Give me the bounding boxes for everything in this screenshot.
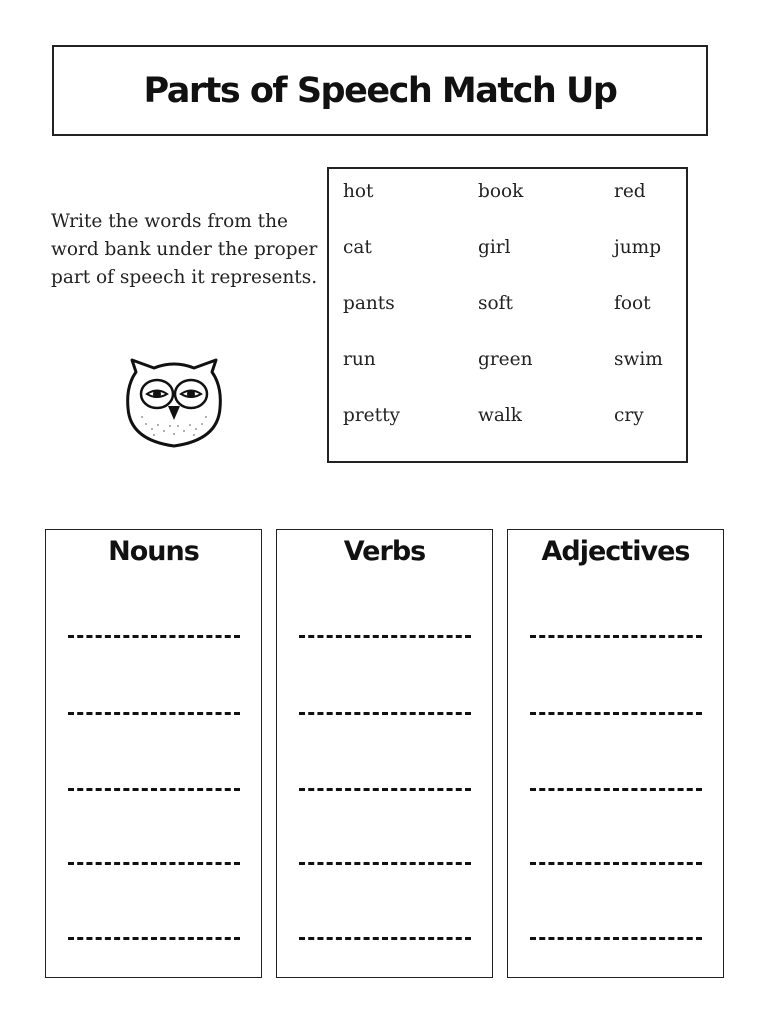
word-bank-item: red [614,181,646,202]
answer-blank[interactable] [299,788,471,791]
answer-blank[interactable] [68,712,240,715]
word-bank [327,167,688,463]
owl-icon [124,354,224,450]
column-heading: Nouns [108,536,199,567]
word-bank-item: green [478,349,533,370]
answer-blank[interactable] [530,788,702,791]
word-bank-item: cry [614,405,644,426]
answer-blank[interactable] [68,788,240,791]
word-bank-item: pretty [343,405,400,426]
instructions-text: Write the words from the word bank under the proper part of speech it represents. [51,211,318,288]
word-bank-item: soft [478,293,513,314]
column-nouns [45,529,262,978]
title-box [52,45,708,136]
word-bank-item: run [343,349,376,370]
word-bank-item: swim [614,349,663,370]
word-bank-item: pants [343,293,395,314]
answer-blank[interactable] [530,712,702,715]
answer-blank[interactable] [299,862,471,865]
word-bank-item: girl [478,237,511,258]
word-bank-item: hot [343,181,374,202]
column-heading: Adjectives [541,536,690,567]
word-bank-item: walk [478,405,522,426]
answer-blank[interactable] [530,635,702,638]
column-verbs [276,529,493,978]
answer-blank[interactable] [299,712,471,715]
answer-blank[interactable] [530,937,702,940]
word-bank-item: cat [343,237,372,258]
answer-blank[interactable] [299,635,471,638]
word-bank-item: foot [614,293,651,314]
answer-blank[interactable] [68,937,240,940]
word-bank-item: book [478,181,524,202]
answer-blank[interactable] [68,862,240,865]
word-bank-item: jump [614,237,662,258]
answer-blank[interactable] [68,635,240,638]
page-title: Parts of Speech Match Up [143,70,617,111]
answer-blank[interactable] [299,937,471,940]
column-heading: Verbs [343,536,426,567]
column-adjectives [507,529,724,978]
answer-blank[interactable] [530,862,702,865]
